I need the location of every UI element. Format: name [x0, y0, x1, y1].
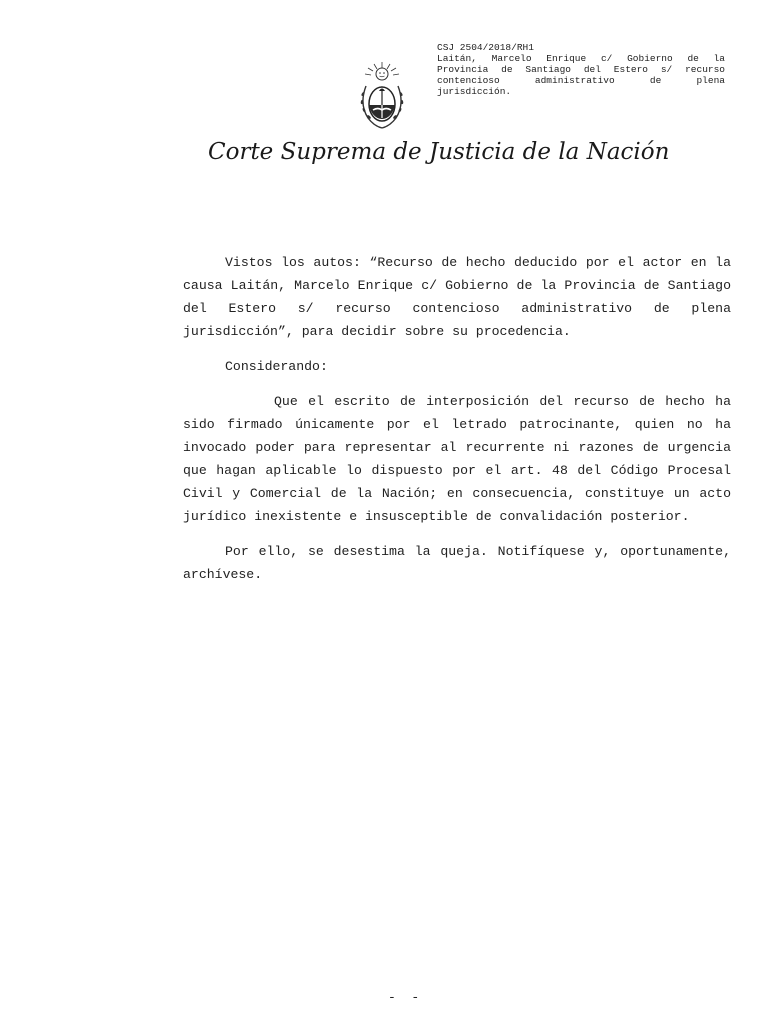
paragraph-considerando: Considerando:	[225, 359, 328, 374]
case-caption-line-1: Laitán, Marcelo Enrique c/ Gobierno de la	[437, 53, 725, 64]
resolution-body	[183, 251, 731, 586]
case-header	[437, 42, 725, 97]
case-caption-line-3: contencioso administrativo de plena	[437, 75, 725, 86]
paragraph-vistos: Vistos los autos: “Recurso de hecho deducido por el actor en la causa Laitán, Marcelo Enrique c/ Gobierno de la Provincia de Santiago del Estero s/ recurso contencioso administrativo de plena jurisdicción”, para decidir sobre su procedencia.	[183, 255, 731, 339]
paragraph-por-ello: Por ello, se desestima la queja. Notifíquese y, oportunamente, archívese.	[183, 544, 731, 582]
paragraph-que: Que el escrito de interposición del recurso de hecho ha sido firmado únicamente por el letrado patrocinante, quien no ha invocado poder para representar al recurrente ni razones de urgencia que hagan aplicable lo dispuesto por el art. 48 del Código Procesal Civil y Comercial de la Nación; en consecuencia, constituye un acto jurídico inexistente e insusceptible de convalidación posterior.	[183, 394, 731, 524]
page-marker: - -	[388, 990, 420, 1005]
case-caption-line-2: Provincia de Santiago del Estero s/ recurso	[437, 64, 725, 75]
coat-of-arms-icon	[356, 60, 408, 132]
case-number: CSJ 2504/2018/RH1	[437, 42, 534, 53]
case-caption-line-4: jurisdicción.	[437, 86, 512, 97]
court-name: Corte Suprema de Justicia de la Nación	[208, 139, 670, 165]
